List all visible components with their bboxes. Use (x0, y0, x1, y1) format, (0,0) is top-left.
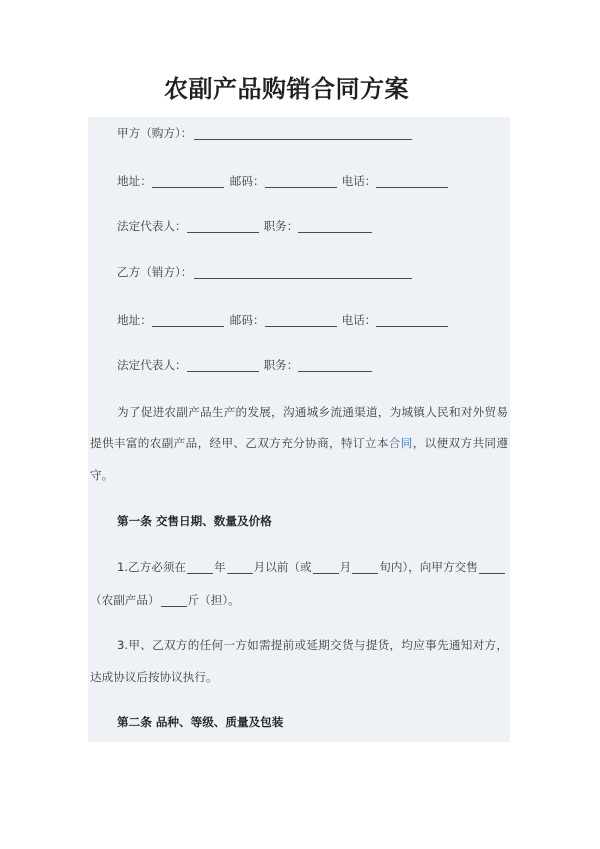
party-a-representative-line (117, 216, 508, 236)
product-blank (479, 561, 505, 574)
preamble-line-2-tail: ，以便双方共同遵 (412, 436, 508, 450)
clause-1-line-1 (117, 557, 508, 577)
party-a-phone-blank (376, 175, 448, 188)
clause-1-text: （农副产品） (90, 593, 160, 607)
quantity-blank (161, 594, 187, 607)
party-b-phone-blank (376, 314, 448, 327)
month-blank (227, 561, 253, 574)
page-title: 农副产品购销合同方案 (164, 74, 409, 103)
preamble-line-3: 守。 (90, 468, 114, 482)
party-a-address-line (117, 171, 508, 191)
party-b-address-blank (152, 314, 224, 327)
party-b-address-label: 地址： (117, 313, 152, 327)
clause-1-line-2 (90, 590, 508, 610)
clause-3-line-2: 达成协议后按协议执行。 (90, 670, 218, 684)
party-a-position-label: 职务： (263, 219, 299, 233)
article-1-heading: 第一条 交售日期、数量及价格 (117, 514, 272, 528)
party-a-postcode-label: 邮码： (229, 174, 265, 188)
party-b-representative-line (117, 355, 508, 375)
party-b-representative-blank (187, 359, 259, 372)
party-b-postcode-blank (265, 314, 337, 327)
period-blank (352, 561, 378, 574)
preamble-line-2-text: 提供丰富的农副产品，经甲、乙双方充分协商，特订立本 (90, 436, 389, 450)
party-a-position-blank (298, 220, 372, 233)
party-a-name-label: 甲方（购方）： (117, 126, 193, 140)
party-a-address-blank (152, 175, 224, 188)
party-b-phone-label: 电话： (341, 313, 377, 327)
party-b-postcode-label: 邮码： (229, 313, 265, 327)
clause-1-text: 月以前（或 (253, 560, 312, 574)
party-b-name-line (117, 262, 508, 282)
clause-1-text: 斤（担）。 (187, 593, 240, 607)
clause-1-text: 1.乙方必须在 (117, 560, 187, 574)
party-a-representative-blank (187, 220, 259, 233)
party-b-representative-label: 法定代表人： (117, 358, 187, 372)
party-b-name-blank (194, 266, 412, 279)
contract-link[interactable]: 合同 (388, 436, 413, 450)
party-b-position-blank (298, 359, 372, 372)
clause-1-text: 年 (214, 560, 226, 574)
party-a-name-blank (194, 127, 412, 140)
preamble-line-1: 为了促进农副产品生产的发展，沟通城乡流通渠道，为城镇人民和对外贸易 (117, 405, 508, 419)
party-a-representative-label: 法定代表人： (117, 219, 187, 233)
article-2-heading: 第二条 品种、等级、质量及包装 (117, 715, 284, 729)
preamble-line-2 (90, 433, 508, 453)
party-a-postcode-blank (265, 175, 337, 188)
year-blank (187, 561, 213, 574)
clause-1-text: 月 (339, 560, 352, 574)
party-b-position-label: 职务： (263, 358, 299, 372)
party-a-name-line (117, 123, 508, 143)
clause-3-line-1: 3.甲、乙双方的任何一方如需提前或延期交货与提货，均应事先通知对方， (117, 638, 508, 652)
alt-month-blank (313, 561, 339, 574)
party-b-name-label: 乙方（销方）： (117, 265, 193, 279)
party-b-address-line (117, 310, 508, 330)
clause-1-text: 旬内），向甲方交售 (379, 560, 478, 574)
party-a-address-label: 地址： (117, 174, 152, 188)
party-a-phone-label: 电话： (341, 174, 377, 188)
